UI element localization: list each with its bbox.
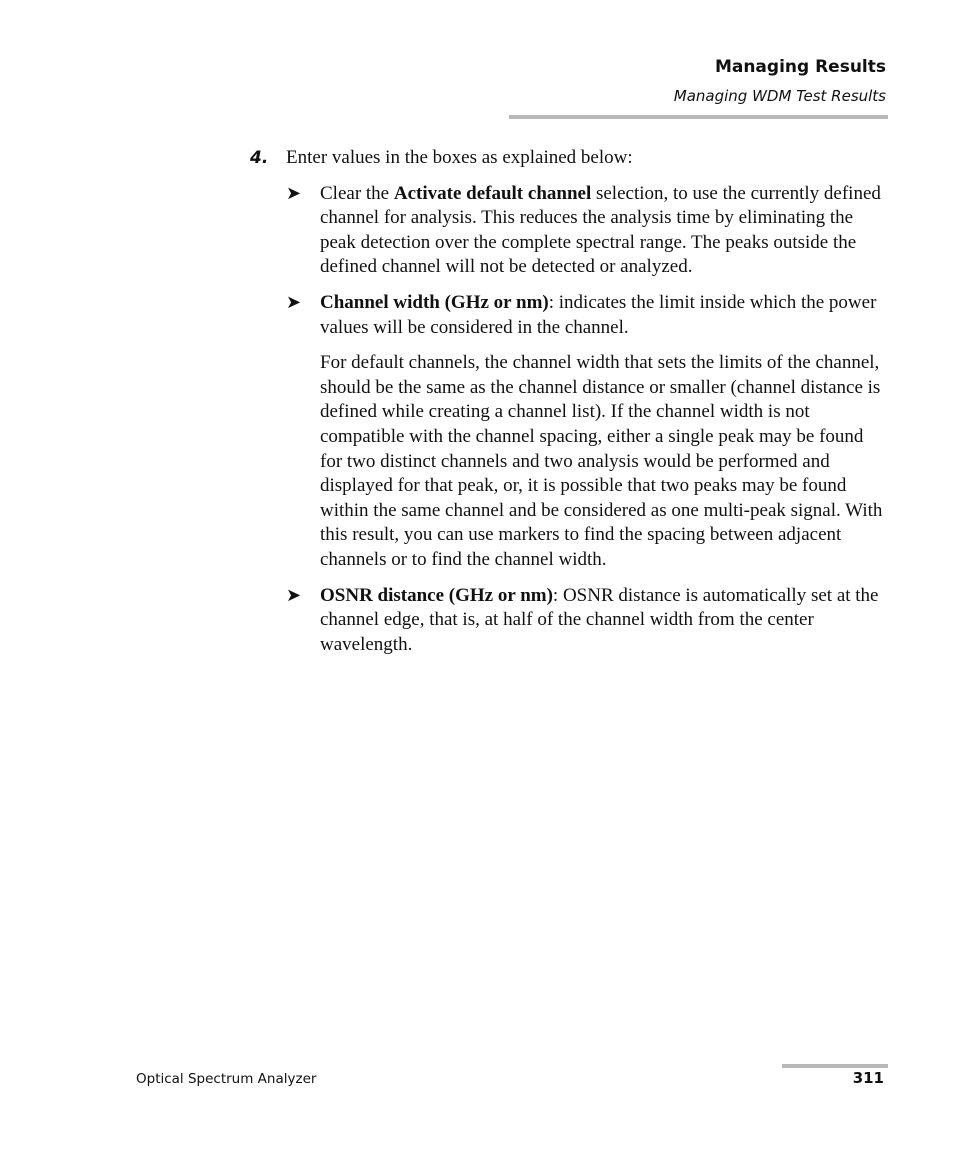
- bullet-text-post: : indicates the limit inside which the power values will be considered in the channel.: [320, 291, 877, 338]
- header-rule: [509, 115, 888, 119]
- bullet-text-post: selection, to use the currently defined channel for analysis. This reduces the analysis time by eliminating the peak detection over the complete spectral range. The peaks outside the defined channel will not be detected or analyzed.: [320, 182, 881, 278]
- bullet-arrow-icon: ➤: [286, 291, 302, 313]
- bullet-channel-width: [286, 291, 890, 573]
- bullet-term: OSNR distance (GHz or nm): [320, 584, 553, 606]
- bullet-arrow-icon: ➤: [286, 584, 302, 606]
- bullet-body: [320, 182, 888, 280]
- bullet-arrow-icon: ➤: [286, 182, 302, 204]
- bullet-text-pre: Clear the: [320, 182, 394, 204]
- main-content: [250, 146, 890, 668]
- running-header-title: Managing Results: [714, 57, 886, 77]
- bullet-body: [320, 291, 888, 573]
- page-number: 311: [852, 1069, 884, 1087]
- bullet-term: Channel width (GHz or nm): [320, 291, 549, 313]
- bullet-paragraph: [320, 584, 888, 658]
- bullet-list: [286, 182, 890, 658]
- bullet-paragraph: [320, 291, 888, 340]
- step-number: 4.: [250, 148, 269, 168]
- footer-product-name: Optical Spectrum Analyzer: [136, 1071, 317, 1087]
- step-4: [250, 146, 890, 171]
- bullet-osnr-distance: [286, 584, 890, 658]
- bullet-term: Activate default channel: [393, 182, 592, 204]
- bullet-detail-paragraph: For default channels, the channel width that sets the limits of the channel, should be the same as the channel distance or smaller (channel distance is defined while creating a channel list). If the channel width is not compatible with the channel spacing, either a single peak may be found for two distinct channels and two analysis would be performed and displayed for that peak, or, it is possible that two peaks may be found within the same channel and be considered as one multi-peak signal. With this result, you can use markers to find the spacing between adjacent channels or to find the channel width.: [320, 352, 883, 570]
- footer-rule: [782, 1064, 888, 1068]
- bullet-text-post: : OSNR distance is automatically set at the channel edge, that is, at half of the channel width from the center wavelength.: [320, 584, 879, 655]
- bullet-paragraph: [320, 182, 888, 280]
- running-header-subtitle: Managing WDM Test Results: [673, 87, 886, 105]
- step-text: Enter values in the boxes as explained below:: [286, 147, 633, 168]
- bullet-body: [320, 584, 888, 658]
- bullet-activate-default-channel: [286, 182, 890, 280]
